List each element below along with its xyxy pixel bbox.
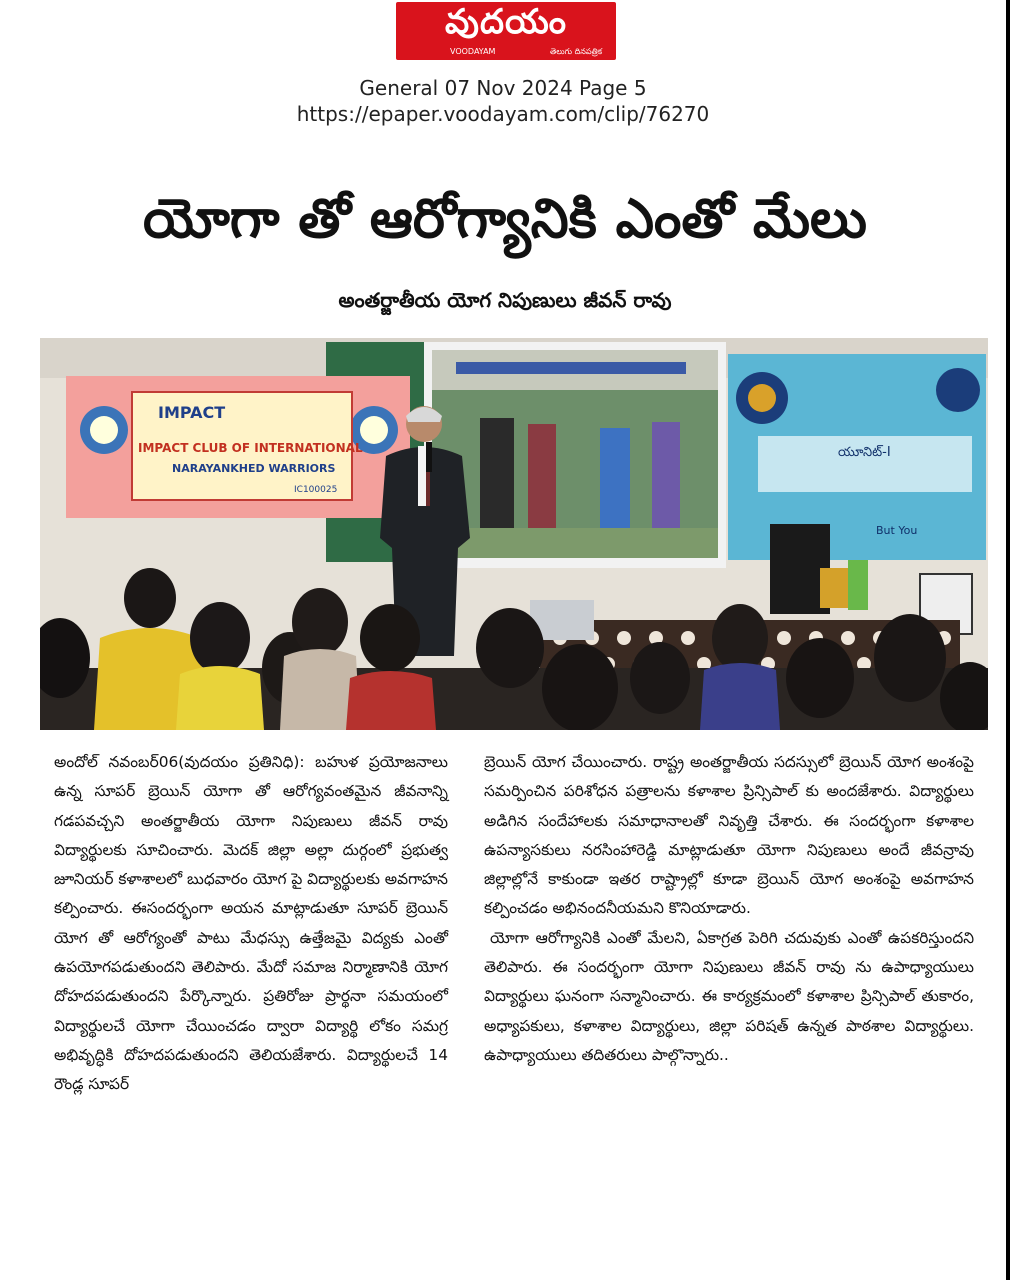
article-column-2 <box>484 748 974 1070</box>
article-paragraph-2b: యోగా ఆరోగ్యానికి ఎంతో మేలని, ఏకాగ్రత పెరిగి చదువుకు ఎంతో ఉపకరిస్తుందని తెలిపారు. ఈ సందర్భంగా యోగా నిపుణులు జీవన్ రావు ను ఉపాధ్యాయులు విద్యార్థులు ఘనంగా సన్మానించారు. ఈ కార్యక్రమంలో కళాశాల ప్రిన్సిపాల్ తుకారం, అధ్యాపకులు, కళాశాల విద్యార్థులు, జిల్లా పరిషత్ ఉన్నత పాఠశాల విద్యార్థులు. ఉపాధ్యాయులు తదితరులు పాల్గొన్నారు.. <box>484 928 974 1064</box>
right-banner-line2: But You <box>876 524 918 537</box>
subheadline: అంతర్జాతీయ యోగ నిపుణులు జీవన్ రావు <box>338 288 672 312</box>
edition-info: General 07 Nov 2024 Page 5 <box>359 76 647 100</box>
masthead-name: వుదయం <box>445 2 567 42</box>
headline: యోగా తో ఆరోగ్యానికి ఎంతో మేలు <box>142 187 867 250</box>
masthead-logo <box>396 2 616 60</box>
left-banner <box>66 376 410 518</box>
right-banner <box>728 354 986 560</box>
article-column-1: అందోల్ నవంబర్06(వుదయం ప్రతినిధి): బహుళ ప్రయోజనాలు ఉన్న సూపర్ బ్రెయిన్ యోగా తో ఆరోగ్యవంతమైన జీవనాన్ని గడపవచ్చని అంతర్జాతీయ యోగా నిపుణులు జీవన్ రావు విద్యార్థులకు సూచించారు. మెదక్ జిల్లా అల్లా దుర్గంలో ప్రభుత్వ జూనియర్ కళాశాలలో బుధవారం యోగ పై విద్యార్థులకు అవగాహన కల్పించారు. ఈసందర్భంగా అయన మాట్లాడుతూ సూపర్ బ్రెయిన్ యోగ తో ఆరోగ్యంతో పాటు మేధస్సు ఉత్తేజమై విద్యకు ఎంతో ఉపయోగపడుతుందని తెలిపారు. మేదో సమాజ నిర్మాణానికి యోగ దోహదపడుతుందని పేర్కొన్నారు. ప్రతిరోజు ప్రార్థనా సమయంలో విద్యార్థులచే యోగా చేయించడం ద్వారా విద్యార్థి లోకం సమగ్ర అభివృద్ధికి దోహదపడుతుందని తెలియజేశారు. విద్యార్థులచే 14 రౌండ్ల సూపర్ <box>54 753 448 1094</box>
masthead-tagline: తెలుగు దినపత్రిక <box>549 47 602 56</box>
article-paragraph-2a: బ్రెయిన్ యోగ చేయించారు. రాష్ట్ర అంతర్జాతీయ సదస్సులో బ్రెయిన్ యోగ అంశంపై సమర్పించిన పరిశోధన పత్రాలను కళాశాల ప్రిన్సిపాల్ కు అందజేశారు. విద్యార్థులు అడిగిన సందేహాలకు సమాధానాలతో నివృత్తి చేశారు. ఈ సందర్భంగా కళాశాల ఉపన్యాసకులు నరసింహారెడ్డి మాట్లాడుతూ యోగా నిపుణులు అందే జీవన్రావు జిల్లాల్లోనే కాకుండా ఇతర రాష్ట్రాల్లో కూడా బ్రెయిన్ యోగ అంశంపై అవగాహన కల్పించడం అభినందనీయమని కొనియాడారు. <box>484 753 974 918</box>
masthead-subline <box>396 47 616 57</box>
left-banner-line2: IMPACT CLUB OF INTERNATIONAL <box>138 441 363 455</box>
left-banner-line1: IMPACT <box>158 403 226 422</box>
masthead-english: VOODAYAM <box>450 47 496 56</box>
clip-url: https://epaper.voodayam.com/clip/76270 <box>296 102 710 126</box>
right-banner-line1: యూనిట్-I <box>838 445 891 460</box>
event-photo <box>40 338 988 730</box>
left-banner-line4: IC100025 <box>294 485 338 495</box>
left-banner-line3: NARAYANKHED WARRIORS <box>172 462 336 475</box>
